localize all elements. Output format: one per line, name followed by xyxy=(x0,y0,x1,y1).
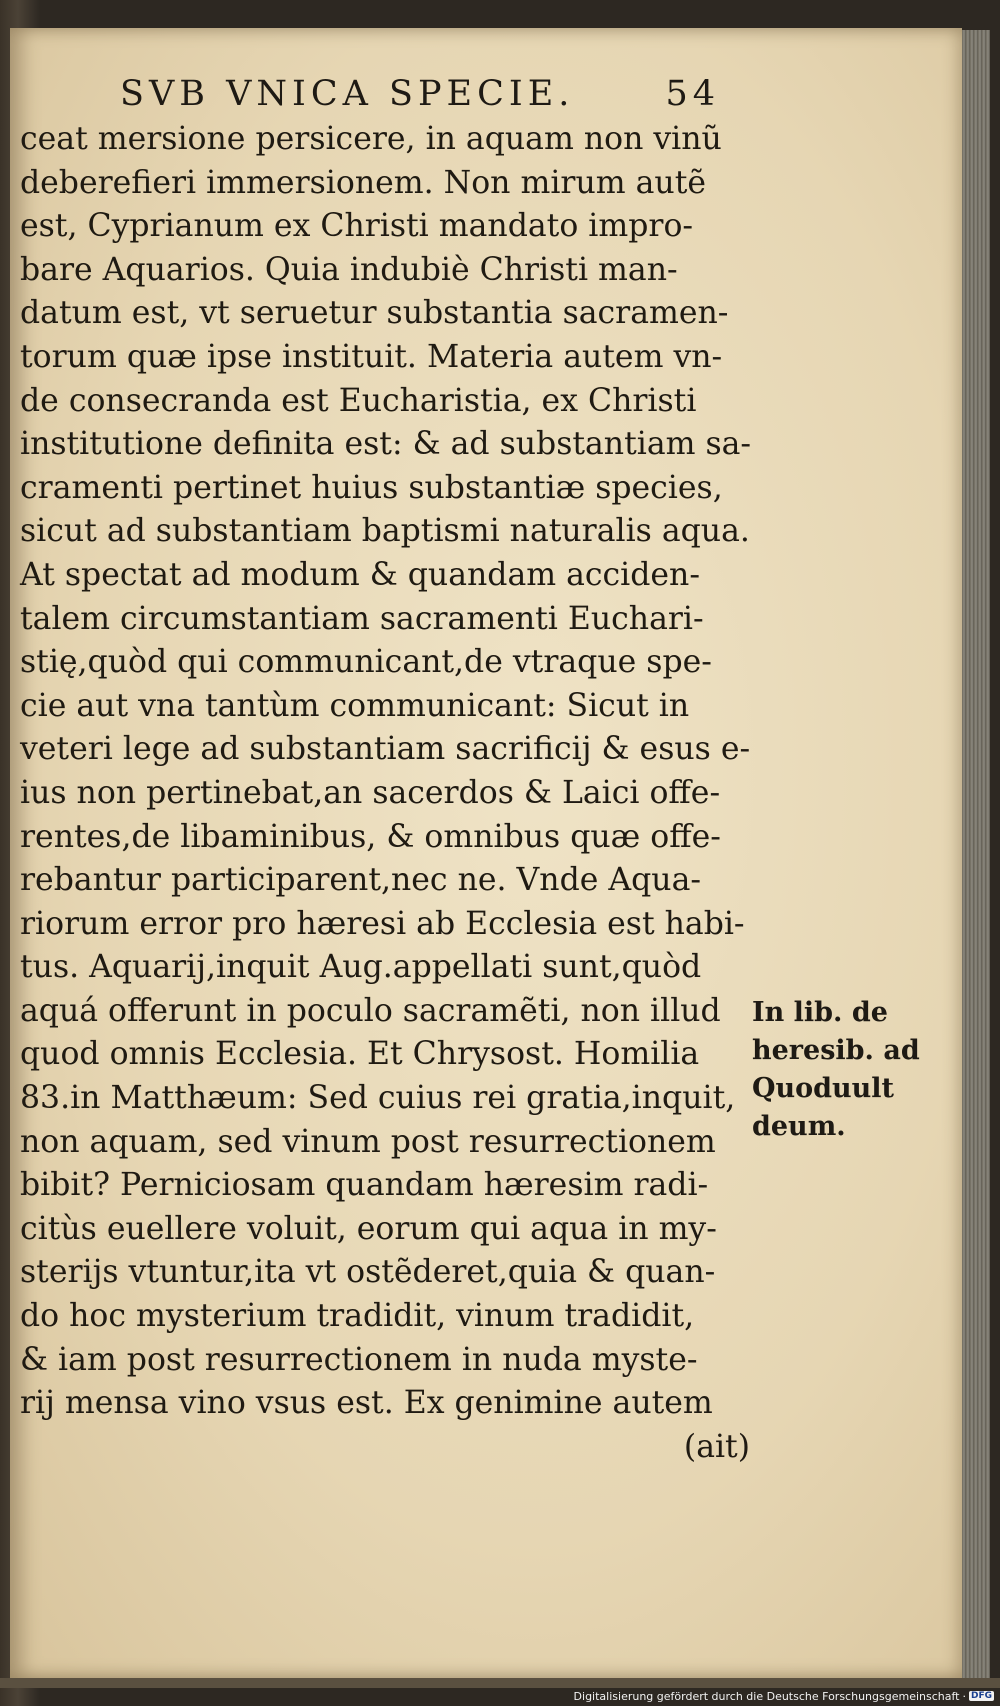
text-line: ius non pertinebat,an sacerdos & Laici offe- xyxy=(20,774,721,811)
text-line: (ait) xyxy=(683,1428,750,1465)
text-line: cie aut vna tantùm communicant: Sicut in xyxy=(20,687,690,724)
running-head-title: SVB VNICA SPECIE. xyxy=(120,74,575,114)
text-line: do hoc mysterium tradidit, vinum tradidit, xyxy=(20,1298,695,1335)
text-line: bare Aquarios. Quia indubiè Christi man- xyxy=(20,251,678,288)
text-line: talem circumstantiam sacramenti Euchari- xyxy=(20,600,704,637)
text-line: non aquam, sed vinum post resurrectionem xyxy=(20,1123,716,1160)
text-line: stię,quòd qui communicant,de vtraque spe- xyxy=(20,644,712,681)
text-line: quod omnis Ecclesia. Et Chrysost. Homilia xyxy=(20,1036,700,1073)
text-line: sicut ad substantiam baptismi naturalis aqua. xyxy=(20,513,750,550)
text-line: datum est, vt seruetur substantia sacramen- xyxy=(20,295,729,332)
text-line: & iam post resurrectionem in nuda myste- xyxy=(20,1341,698,1378)
text-line: rentes,de libaminibus, & omnibus quæ offe- xyxy=(20,818,721,855)
text-line: de consecranda est Eucharistia, ex Christi xyxy=(20,382,697,419)
margin-note-line: Quoduult xyxy=(752,1073,895,1104)
text-line: torum quæ ipse instituit. Materia autem vn- xyxy=(20,338,723,375)
margin-note xyxy=(752,994,932,1146)
page-number: 54 xyxy=(665,74,720,114)
text-line: tus. Aquarij,inquit Aug.appellati sunt,quòd xyxy=(20,949,702,986)
text-line: rij mensa vino vsus est. Ex genimine autem xyxy=(20,1385,713,1422)
text-line: At spectat ad modum & quandam acciden- xyxy=(20,556,700,593)
text-line: ceat mersione persicere, in aquam non vinũ xyxy=(20,121,722,157)
margin-note-line: deum. xyxy=(752,1111,846,1142)
text-line: bibit? Perniciosam quandam hæresim radi- xyxy=(20,1167,709,1204)
text-line: aquá offerunt in poculo sacramẽti, non illud xyxy=(20,992,721,1029)
text-line: veteri lege ad substantiam sacrificij & esus e- xyxy=(20,731,751,768)
text-line: est, Cyprianum ex Christi mandato impro- xyxy=(20,208,694,245)
text-line: rebantur participarent,nec ne. Vnde Aqua- xyxy=(20,862,702,899)
footer-credit: Digitalisierung gefördert durch die Deutsche Forschungsgemeinschaft xyxy=(573,1689,960,1703)
body-text xyxy=(20,118,760,1469)
margin-note-line: In lib. de xyxy=(752,997,888,1028)
digitization-footer: Digitalisierung gefördert durch die Deutsche Forschungsgemeinschaft · DFG xyxy=(573,1689,992,1703)
text-line: deberefieri immersionem. Non mirum autẽ xyxy=(20,164,707,201)
running-head xyxy=(120,72,720,116)
text-line: citùs euellere voluit, eorum qui aqua in my- xyxy=(20,1210,717,1247)
text-line: sterijs vtuntur,ita vt ostẽderet,quia & quan- xyxy=(20,1254,716,1291)
text-line: institutione definita est: & ad substantiam sa- xyxy=(20,426,752,463)
text-line: riorum error pro hæresi ab Ecclesia est habi- xyxy=(20,905,745,942)
dfg-logo-icon: DFG xyxy=(970,1691,992,1701)
text-line: 83.in Matthæum: Sed cuius rei gratia,inquit, xyxy=(20,1080,736,1117)
margin-note-line: heresib. ad xyxy=(752,1035,920,1066)
book-bottom-edge xyxy=(0,1678,1000,1688)
text-line: cramenti pertinet huius substantiæ species, xyxy=(20,469,723,506)
